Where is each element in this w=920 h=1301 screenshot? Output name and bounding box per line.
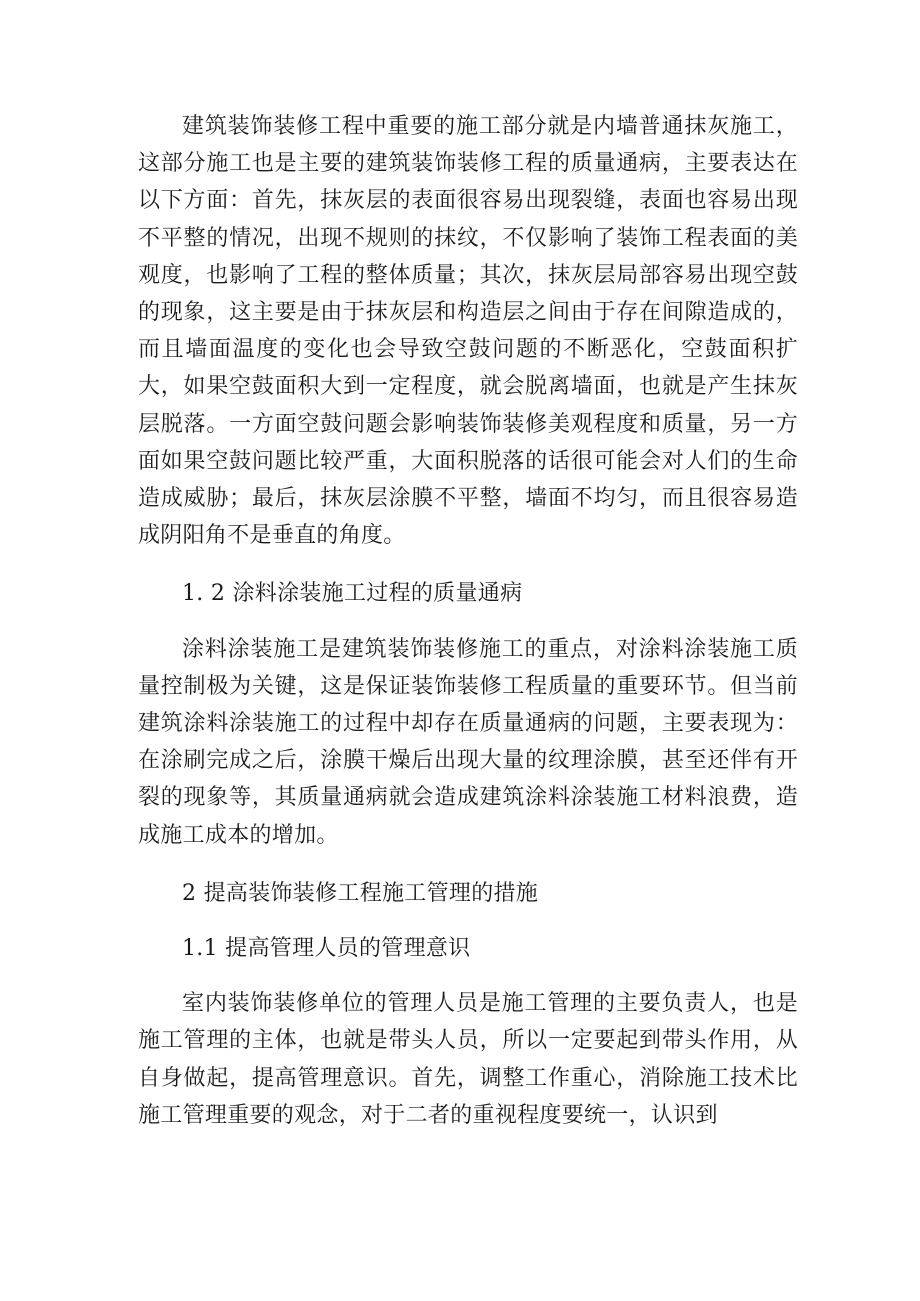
section-heading-2: 2 提高装饰装修工程施工管理的措施 [182,880,539,906]
paragraph-management-awareness: 室内装饰装修单位的管理人员是施工管理的主要负责人，也是施工管理的主体，也就是带头人员，所以一定要起到带头作用，从自身做起，提高管理意识。首先，调整工作重心，消除施工技术比施工管理重要的观念，对于二者的重视程度要统一，认识到 [138,991,798,1128]
section-heading-1-1: 1.1 提高管理人员的管理意识 [182,936,471,962]
paragraph-coating-defects: 涂料涂装施工是建筑装饰装修施工的重点，对涂料涂装施工质量控制极为关键，这是保证装饰装修工程质量的重要环节。但当前建筑涂料涂装施工的过程中却存在质量通病的问题，主要表现为：在涂刷完成之后，涂膜干燥后出现大量的纹理涂膜，甚至还伴有开裂的现象等，其质量通病就会造成建筑涂料涂装施工材料浪费，造成施工成本的增加。 [138,636,798,848]
section-heading-1-2: 1. 2 涂料涂装施工过程的质量通病 [182,581,523,607]
document-body [138,108,798,1134]
paragraph-plastering-defects: 建筑装饰装修工程中重要的施工部分就是内墙普通抹灰施工，这部分施工也是主要的建筑装饰装修工程的质量通病，主要表达在以下方面：首先，抹灰层的表面很容易出现裂缝，表面也容易出现不平整的情况，出现不规则的抹纹，不仅影响了装饰工程表面的美观度，也影响了工程的整体质量；其次，抹灰层局部容易出现空鼓的现象，这主要是由于抹灰层和构造层之间由于存在间隙造成的，而且墙面温度的变化也会导致空鼓问题的不断恶化，空鼓面积扩大，如果空鼓面积大到一定程度，就会脱离墙面，也就是产生抹灰层脱落。一方面空鼓问题会影响装饰装修美观程度和质量，另一方面如果空鼓问题比较严重，大面积脱落的话很可能会对人们的生命造成威胁；最后，抹灰层涂膜不平整，墙面不均匀，而且很容易造成阴阳角不是垂直的角度。 [138,114,798,549]
